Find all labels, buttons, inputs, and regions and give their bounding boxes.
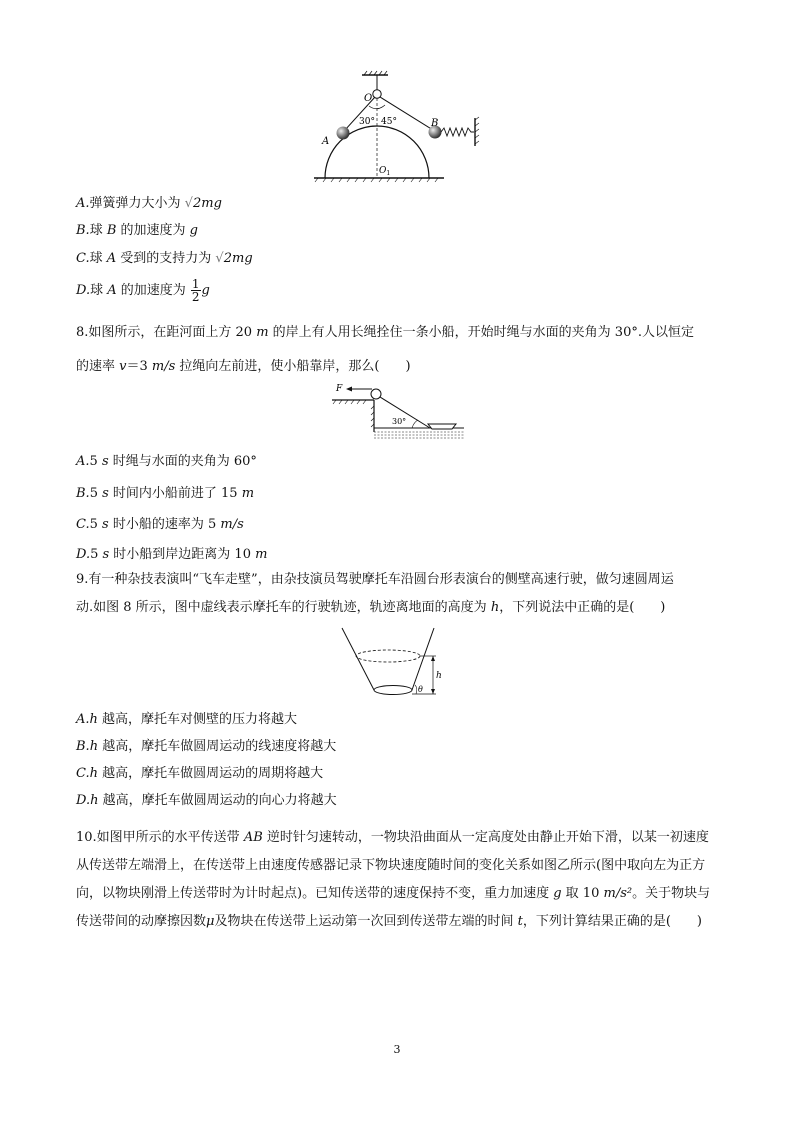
ball-a (337, 127, 350, 140)
label-theta: θ (418, 685, 423, 694)
spring (441, 128, 474, 136)
q9-stem-line2: 动.如图 8 所示，图中虚线表示摩托车的行驶轨迹，轨迹离地面的高度为 h，下列说法中正确的是( ) (76, 600, 666, 615)
q8-option-c: C.5 s 时小船的速率为 5 m/s (76, 517, 244, 532)
fraction-one-half: $\frac{1}{2}$ (191, 277, 200, 304)
q10-stem: 10.如图甲所示的水平传送带 AB 逆时针匀速转动，一物块沿曲面从一定高度处由静止开始下滑，以某一初速度从传送带左端滑上，在传送带上由速度传感器记录下物块速度随时间的变化关系如图乙所示(图中取向左为正方向，以物块刚滑上传送带时为计时起点)。已知传送带的速度保持不变，重力加速度 g 取 10 m/s²。关于物块与传送带间的动摩擦因数μ及物块在传送带上运动第一次回到传送带左端的时间 t，下列计算结果正确的是( ) (76, 830, 711, 929)
label-f: F (336, 384, 343, 394)
q9-option-c: C.h 越高，摩托车做圆周运动的周期将越大 (76, 766, 324, 781)
q8-stem-line2: 的速率 v＝3 m/s 拉绳向左前进，使小船靠岸，那么( ) (76, 359, 411, 374)
figure-q7-hemisphere (300, 70, 500, 188)
q9-option-a: A.h 越高，摩托车对侧壁的压力将越大 (76, 712, 298, 727)
q9-option-d: D.h 越高，摩托车做圆周运动的向心力将越大 (76, 793, 337, 808)
label-o: O (364, 93, 373, 104)
figure-q9-cone (336, 622, 458, 706)
figure-q8-boat (328, 380, 468, 442)
angle-30-label: 30° (359, 117, 375, 127)
page-number: 3 (393, 1043, 401, 1056)
label-b: B (431, 118, 439, 129)
q9-stem-line1: 9.有一种杂技表演叫“飞车走壁”，由杂技演员驾驶摩托车沿圆台形表演台的侧壁高速行驶，做匀速圆周运 (76, 572, 674, 587)
label-h: h (436, 671, 442, 681)
q9-option-b: B.h 越高，摩托车做圆周运动的线速度将越大 (76, 739, 337, 754)
q8-option-d: D.5 s 时小船到岸边距离为 10 m (76, 547, 268, 562)
label-o1: $O_1$ (379, 166, 391, 177)
q8-option-a: A.5 s 时绳与水面的夹角为 60° (76, 454, 257, 469)
q7-option-a: A.弹簧弹力大小为 √2mg (76, 196, 222, 211)
boat (428, 424, 456, 429)
q8-stem-line1: 8.如图所示，在距河面上方 20 m 的岸上有人用长绳拴住一条小船，开始时绳与水面的夹角为 30°.人以恒定 (76, 325, 694, 340)
angle-30-label: 30° (392, 417, 407, 426)
label-a: A (322, 136, 330, 147)
angle-45-label: 45° (381, 117, 397, 127)
q7-option-c: C.球 A 受到的支持力为 √2mg (76, 251, 253, 266)
q7-option-d: D.球 A 的加速度为 $\frac{1}{2}$ g (76, 277, 210, 304)
q8-option-b: B.5 s 时间内小船前进了 15 m (76, 486, 255, 501)
q7-option-b: B.球 B 的加速度为 g (76, 223, 198, 238)
